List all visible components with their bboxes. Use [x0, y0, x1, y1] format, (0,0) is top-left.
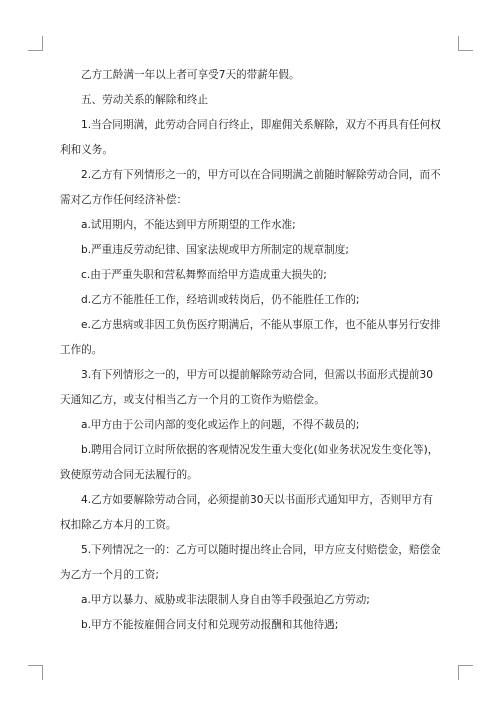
- list-item: a.试用期内，不能达到甲方所期望的工作水准;: [81, 219, 296, 231]
- paragraph: 4.乙方如要解除劳动合同，必须提前30天以书面形式通知甲方，否则甲方有权扣除乙方本月的工资。: [60, 494, 433, 531]
- crop-mark-bottom-right: [458, 665, 473, 680]
- section-heading: 五、劳动关系的解除和终止: [81, 94, 209, 106]
- paragraph: 3.有下列情形之一的，甲方可以提前解除劳动合同，但需以书面形式提前30天通知乙方，或支付相当乙方一个月的工资作为赔偿金。: [60, 369, 433, 406]
- list-item: b.甲方不能按雇佣合同支付和兑现劳动报酬和其他待遇;: [81, 619, 339, 631]
- crop-mark-top-right: [458, 36, 473, 51]
- list-item: a.甲方由于公司内部的变化或运作上的问题，不得不裁员的;: [81, 419, 360, 431]
- list-item: a.甲方以暴力、威胁或非法限制人身自由等手段强迫乙方劳动;: [81, 594, 370, 606]
- list-item: d.乙方不能胜任工作，经培训或转岗后，仍不能胜任工作的;: [81, 294, 360, 306]
- crop-mark-bottom-left: [28, 665, 43, 680]
- list-item: b.严重违反劳动纪律、国家法规或甲方所制定的规章制度;: [81, 244, 349, 256]
- paragraph: 1.当合同期满，此劳动合同自行终止，即雇佣关系解除，双方不再具有任何权利和义务。: [60, 119, 441, 156]
- paragraph: 5.下列情况之一的：乙方可以随时提出终止合同，甲方应支付赔偿金，赔偿金为乙方一个月的工资;: [60, 544, 441, 581]
- paragraph: 乙方工龄满一年以上者可享受7天的带薪年假。: [81, 69, 300, 81]
- list-item: c.由于严重失职和营私舞弊而给甲方造成重大损失的;: [81, 269, 327, 281]
- paragraph: 2.乙方有下列情形之一的，甲方可以在合同期满之前随时解除劳动合同，而不需对乙方作任何经济补偿：: [60, 169, 441, 206]
- list-item: b.聘用合同订立时所依据的客观情况发生重大变化(如业务状况发生变化等)，致使原劳动合同无法履行的。: [60, 444, 439, 481]
- crop-mark-top-left: [28, 36, 43, 51]
- list-item: e.乙方患病或非因工负伤医疗期满后，不能从事原工作，也不能从事另行安排工作的。: [60, 319, 441, 356]
- document-body: [60, 63, 442, 638]
